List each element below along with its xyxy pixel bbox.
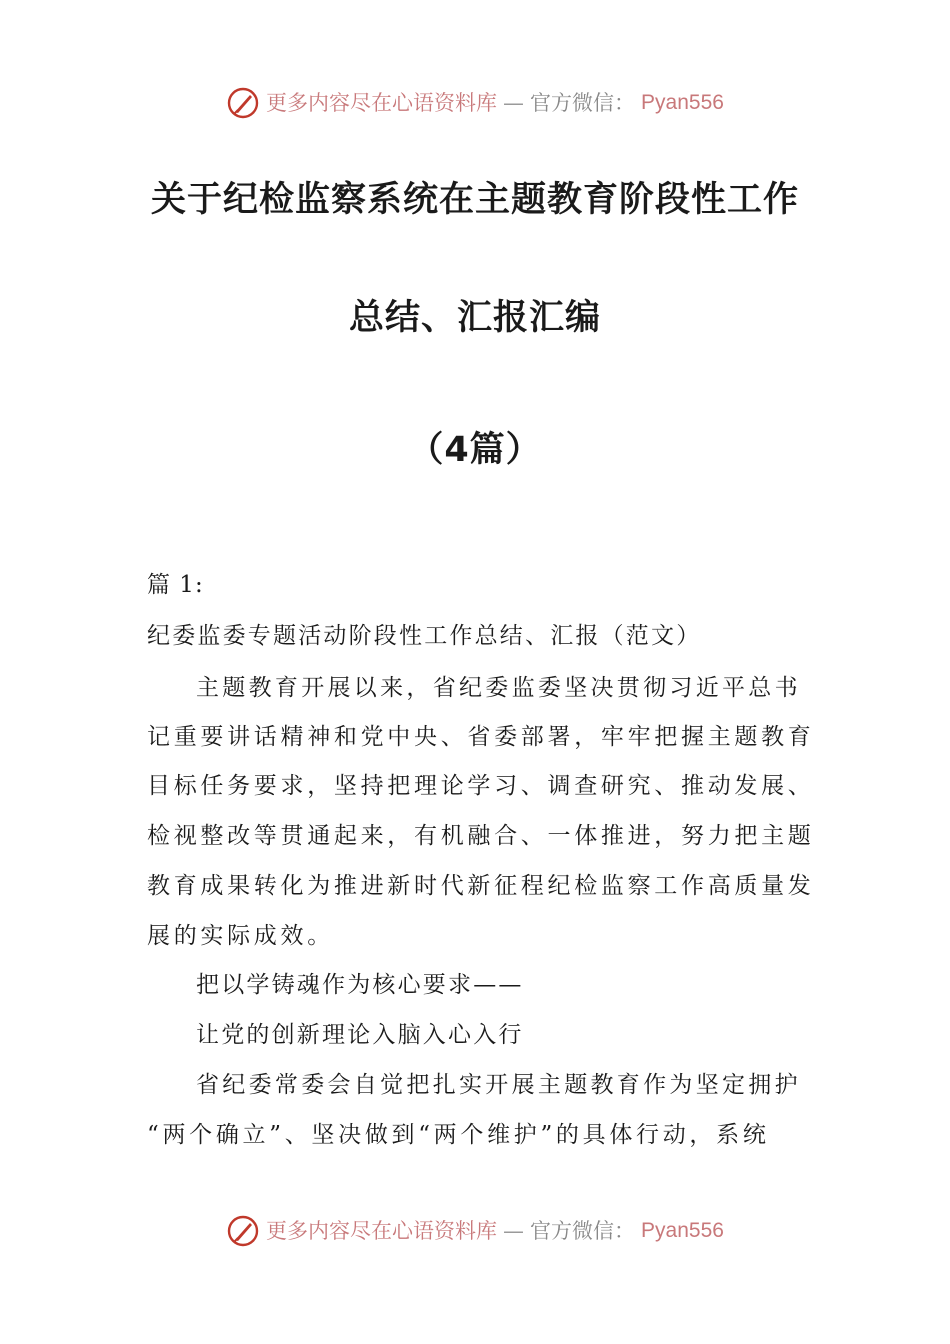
watermark-handle: Pyan556 [641, 1219, 724, 1242]
subheading: 把以学铸魂作为核心要求—— [196, 972, 524, 998]
header-watermark [0, 86, 950, 120]
paragraph-line: 教育成果转化为推进新时代新征程纪检监察工作高质量发 [147, 873, 815, 899]
paragraph-line: 记重要讲话精神和党中央、省委部署，牢牢把握主题教育 [147, 724, 815, 750]
paragraph-line: 展的实际成效。 [147, 923, 334, 949]
feather-pen-logo-icon [226, 1214, 260, 1248]
subheading: 让党的创新理论入脑入心入行 [196, 1022, 524, 1048]
watermark-dash: — [503, 1219, 525, 1243]
paragraph-line: 省纪委常委会自觉把扎实开展主题教育作为坚定拥护 [196, 1072, 801, 1098]
watermark-dash: — [503, 91, 525, 115]
watermark-handle: Pyan556 [641, 91, 724, 114]
paragraph-line: 主题教育开展以来，省纪委监委坚决贯彻习近平总书 [196, 675, 801, 701]
document-title-line-2: 总结、汇报汇编 [348, 298, 601, 338]
section-subtitle: 纪委监委专题活动阶段性工作总结、汇报（范文） [147, 623, 702, 649]
footer-watermark [0, 1214, 950, 1248]
paragraph-line: 目标任务要求，坚持把理论学习、调查研究、推动发展、 [147, 773, 815, 799]
document-title-count: （4篇） [408, 430, 542, 470]
section-label: 篇 1: [147, 572, 204, 598]
paragraph-line: “两个确立”、坚决做到“两个维护”的具体行动，系统 [147, 1122, 770, 1148]
feather-pen-logo-icon [226, 86, 260, 120]
watermark-brand: 更多内容尽在心语资料库 [266, 91, 498, 115]
watermark-label: 官方微信： [530, 1219, 636, 1243]
watermark-label: 官方微信： [530, 91, 636, 115]
paragraph-line: 检视整改等贯通起来，有机融合、一体推进，努力把主题 [147, 823, 815, 849]
document-title-line-1: 关于纪检监察系统在主题教育阶段性工作 [150, 180, 799, 220]
watermark-brand: 更多内容尽在心语资料库 [266, 1219, 498, 1243]
